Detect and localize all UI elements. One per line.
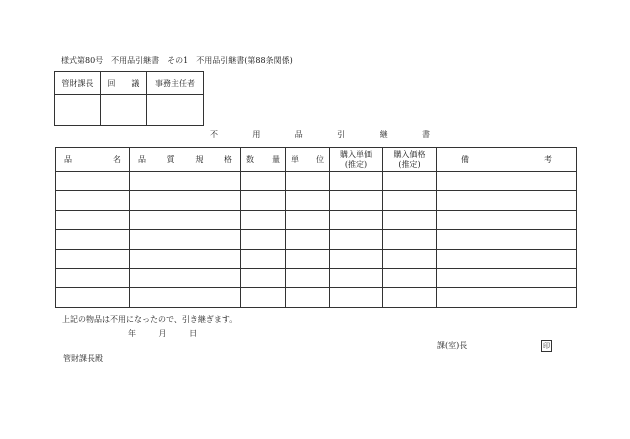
table-cell[interactable] bbox=[130, 210, 241, 229]
table-cell[interactable] bbox=[383, 191, 437, 210]
table-cell[interactable] bbox=[330, 268, 383, 287]
title-char: 継 bbox=[379, 130, 388, 139]
col-header-suryo: 数 量 bbox=[241, 148, 286, 172]
table-cell[interactable] bbox=[286, 288, 330, 307]
table-cell[interactable] bbox=[437, 210, 577, 229]
table-row bbox=[56, 288, 577, 307]
table-cell[interactable] bbox=[330, 172, 383, 191]
title-char: 用 bbox=[252, 130, 261, 139]
table-cell[interactable] bbox=[383, 210, 437, 229]
form-header: 様式第80号 不用品引継書 その1 不用品引継書(第88条関係) bbox=[61, 56, 293, 65]
table-cell[interactable] bbox=[241, 288, 286, 307]
table-cell[interactable] bbox=[241, 172, 286, 191]
date-year-label: 年 bbox=[128, 329, 136, 338]
dept-head-label: 課(室)長 bbox=[437, 341, 468, 350]
table-cell[interactable] bbox=[130, 268, 241, 287]
table-cell[interactable] bbox=[56, 172, 130, 191]
table-cell[interactable] bbox=[330, 191, 383, 210]
title-char: 書 bbox=[421, 130, 430, 139]
approval-seal-cell[interactable] bbox=[100, 95, 146, 126]
col-header-hinmei: 品 名 bbox=[56, 148, 130, 172]
transfer-note: 上記の物品は不用になったので、引き継ぎます。 bbox=[62, 315, 238, 324]
table-cell[interactable] bbox=[241, 210, 286, 229]
table-row bbox=[56, 249, 577, 268]
table-cell[interactable] bbox=[286, 249, 330, 268]
col-header-biko: 備 考 bbox=[437, 148, 577, 172]
addressee-label: 管財課長殿 bbox=[63, 354, 103, 363]
table-cell[interactable] bbox=[437, 288, 577, 307]
date-month-label: 月 bbox=[158, 329, 167, 338]
table-cell[interactable] bbox=[286, 230, 330, 249]
approval-table bbox=[54, 71, 204, 126]
table-cell[interactable] bbox=[437, 268, 577, 287]
table-cell[interactable] bbox=[56, 230, 130, 249]
table-row bbox=[56, 191, 577, 210]
table-cell[interactable] bbox=[241, 268, 286, 287]
table-cell[interactable] bbox=[286, 210, 330, 229]
date-day-label: 日 bbox=[189, 329, 198, 338]
table-cell[interactable] bbox=[56, 191, 130, 210]
table-cell[interactable] bbox=[437, 172, 577, 191]
table-cell[interactable] bbox=[56, 210, 130, 229]
table-cell[interactable] bbox=[56, 288, 130, 307]
approval-col-kaigi: 回 議 bbox=[100, 72, 146, 95]
table-cell[interactable] bbox=[130, 288, 241, 307]
approval-seal-cell[interactable] bbox=[55, 95, 101, 126]
table-cell[interactable] bbox=[130, 191, 241, 210]
table-cell[interactable] bbox=[383, 172, 437, 191]
table-cell[interactable] bbox=[130, 172, 241, 191]
col-header-tanka: 購入単価 (推定) bbox=[330, 148, 383, 172]
date-line[interactable] bbox=[128, 330, 217, 338]
col-header-tani: 単 位 bbox=[286, 148, 330, 172]
table-cell[interactable] bbox=[56, 268, 130, 287]
table-row bbox=[56, 210, 577, 229]
item-rows bbox=[56, 172, 577, 308]
table-cell[interactable] bbox=[437, 191, 577, 210]
title-char: 品 bbox=[294, 130, 303, 139]
table-cell[interactable] bbox=[330, 288, 383, 307]
approval-seal-cell[interactable] bbox=[146, 95, 203, 126]
items-table bbox=[55, 147, 577, 308]
table-cell[interactable] bbox=[241, 230, 286, 249]
table-cell[interactable] bbox=[330, 210, 383, 229]
table-cell[interactable] bbox=[330, 249, 383, 268]
table-cell[interactable] bbox=[130, 249, 241, 268]
seal-mark: 印 bbox=[541, 340, 552, 352]
table-cell[interactable] bbox=[383, 288, 437, 307]
table-row bbox=[56, 268, 577, 287]
table-row bbox=[56, 230, 577, 249]
col-header-kakaku: 購入価格 (推定) bbox=[383, 148, 437, 172]
title-char: 引 bbox=[337, 130, 346, 139]
table-cell[interactable] bbox=[56, 249, 130, 268]
approval-col-kanzai: 管財課長 bbox=[55, 72, 101, 95]
table-cell[interactable] bbox=[286, 172, 330, 191]
table-cell[interactable] bbox=[241, 191, 286, 210]
title-char: 不 bbox=[210, 130, 218, 139]
table-cell[interactable] bbox=[437, 249, 577, 268]
table-cell[interactable] bbox=[286, 268, 330, 287]
approval-col-shunin: 事務主任者 bbox=[146, 72, 203, 95]
col-header-hinshitsu: 品 質 規 格 bbox=[130, 148, 241, 172]
table-cell[interactable] bbox=[383, 230, 437, 249]
table-row bbox=[56, 172, 577, 191]
table-cell[interactable] bbox=[330, 230, 383, 249]
table-cell[interactable] bbox=[130, 230, 241, 249]
table-cell[interactable] bbox=[437, 230, 577, 249]
table-cell[interactable] bbox=[241, 249, 286, 268]
table-cell[interactable] bbox=[383, 268, 437, 287]
document-title bbox=[210, 131, 430, 139]
table-cell[interactable] bbox=[286, 191, 330, 210]
table-cell[interactable] bbox=[383, 249, 437, 268]
